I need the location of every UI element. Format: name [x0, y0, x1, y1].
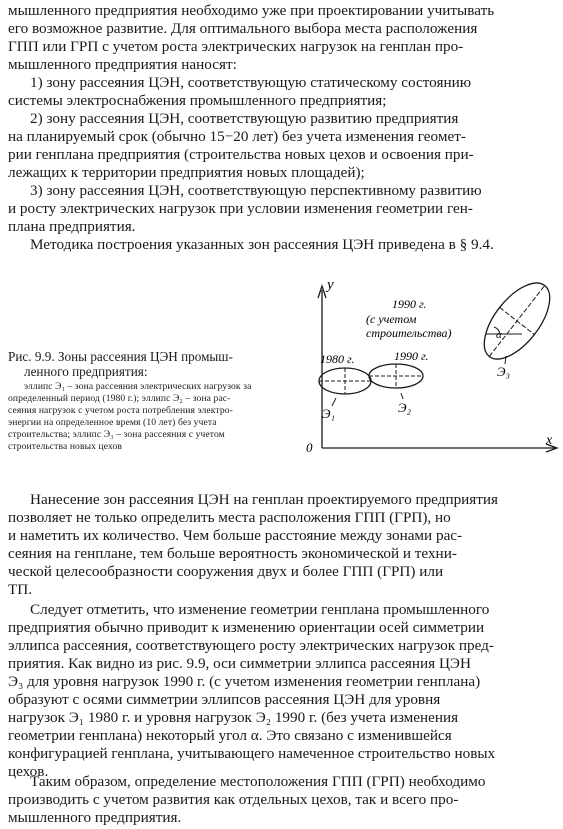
label-1990-construction: 1990 г. [392, 297, 427, 311]
text-line: плана предприятия. [8, 218, 136, 235]
list-item-2: 2) зону рассеяния ЦЭН, соответствующую развитию предприятия [30, 110, 459, 127]
label-e3: Э₃ [497, 364, 511, 379]
text-line: цехов. [8, 763, 49, 780]
text-line: Методика построения указанных зон рассеяния ЦЭН приведена в § 9.4. [30, 236, 494, 253]
label-e1: Э₁ [322, 406, 336, 421]
figure-caption-title: Рис. 9.9. Зоны рассеяния ЦЭН промыш- [8, 349, 233, 364]
text-line: Таким образом, определение местоположения ГПП (ГРП) необходимо [30, 773, 486, 790]
text-line: производить с учетом развития как отдельных цехов, так и всего про- [8, 791, 459, 808]
text-line: Нанесение зон рассеяния ЦЭН на генплан проектируемого предприятия [30, 491, 499, 508]
text-line: позволяет не только определить места расположения ГПП (ГРП), но [8, 509, 451, 526]
text-line: сеяния на генплане, тем больше вероятность экономической и техни- [8, 545, 457, 562]
text-line: и росту электрических нагрузок при условии изменения геометрии ген- [8, 200, 473, 217]
figure-caption-text: строительства; эллипс Э₃ – зона рассеяния с учетом [8, 429, 225, 440]
text-line: ческой целесообразности сооружения двух и более ГПП (ГРП) или [8, 563, 444, 580]
label-1990-construction: (с учетом [366, 312, 417, 326]
x-axis-label: x [546, 433, 553, 448]
text-line: геометрии генплана) некоторый угол α. Это связано с изменившейся [8, 727, 452, 744]
scatter-zones-figure [300, 272, 562, 472]
leader-line [401, 393, 403, 399]
text-line: эллипса рассеяния, соответствующего росту электрических нагрузок пред- [8, 637, 494, 654]
text-line: мышленного предприятия наносят: [8, 56, 237, 73]
text-line: конфигурацией генплана, учитывающего намеченное строительство новых [8, 745, 496, 762]
text-line: Следует отметить, что изменение геометрии генплана промышленного [30, 601, 490, 618]
y-axis-label: y [327, 277, 334, 293]
label-e2: Э₂ [398, 400, 412, 415]
text-line: ТП. [8, 581, 33, 598]
text-line: ГПП или ГРП с учетом роста электрических нагрузок на генплан про- [8, 38, 464, 55]
figure-caption-text: сеяния нагрузок с учетом роста потребления электро- [8, 405, 233, 416]
text-line: системы электроснабжения промышленного предприятия; [8, 92, 387, 109]
text-line: мышленного предприятия необходимо уже при проектировании учитывать [8, 2, 495, 19]
ellipse-e3-axis [500, 307, 535, 334]
origin-label: 0 [306, 440, 313, 455]
text-line: предприятия обычно приводит к изменению ориентации осей симметрии [8, 619, 485, 636]
text-line: его возможное развитие. Для оптимального выбора места расположения [8, 20, 478, 37]
text-line: Э₃ для уровня нагрузок 1990 г. (с учетом изменения геометрии генплана) [8, 673, 481, 690]
text-line: и наметить их количество. Чем больше расстояние между зонами рас- [8, 527, 463, 544]
list-item-1: 1) зону рассеяния ЦЭН, соответствующую статическому состоянию [30, 74, 472, 91]
text-line: приятия. Как видно из рис. 9.9, оси симметрии эллипса рассеяния ЦЭН [8, 655, 471, 672]
figure-caption-text: эллипс Э₁ – зона рассеяния электрических нагрузок за [24, 381, 252, 392]
text-line: лежащих к территории предприятия новых площадей); [8, 164, 365, 181]
label-1990-construction: строительства) [366, 326, 452, 340]
leader-line [332, 398, 336, 406]
label-1990: 1990 г. [394, 349, 429, 363]
figure-caption-title: ленного предприятия: [24, 364, 148, 379]
figure-caption-text: строительства новых цехов [8, 441, 123, 452]
text-line: на планируемый срок (обычно 15−20 лет) без учета изменения геомет- [8, 128, 466, 145]
label-1980: 1980 г. [320, 352, 355, 366]
figure-caption-text: энергии на определенное время (10 лет) без учета [8, 417, 217, 428]
list-item-3: 3) зону рассеяния ЦЭН, соответствующую перспективному развитию [30, 182, 482, 199]
text-line: рии генплана предприятия (строительства новых цехов и освоения при- [8, 146, 474, 163]
label-alpha: α [496, 329, 502, 341]
text-line: нагрузок Э₁ 1980 г. и уровня нагрузок Э₂ 1990 г. (без учета изменения [8, 709, 459, 726]
text-line: образуют с осями симметрии эллипсов рассеяния ЦЭН для уровня [8, 691, 441, 708]
figure-caption-text: определенный период (1980 г.); эллипс Э₂ – зона рас- [8, 393, 231, 404]
text-line: мышленного предприятия. [8, 809, 182, 826]
